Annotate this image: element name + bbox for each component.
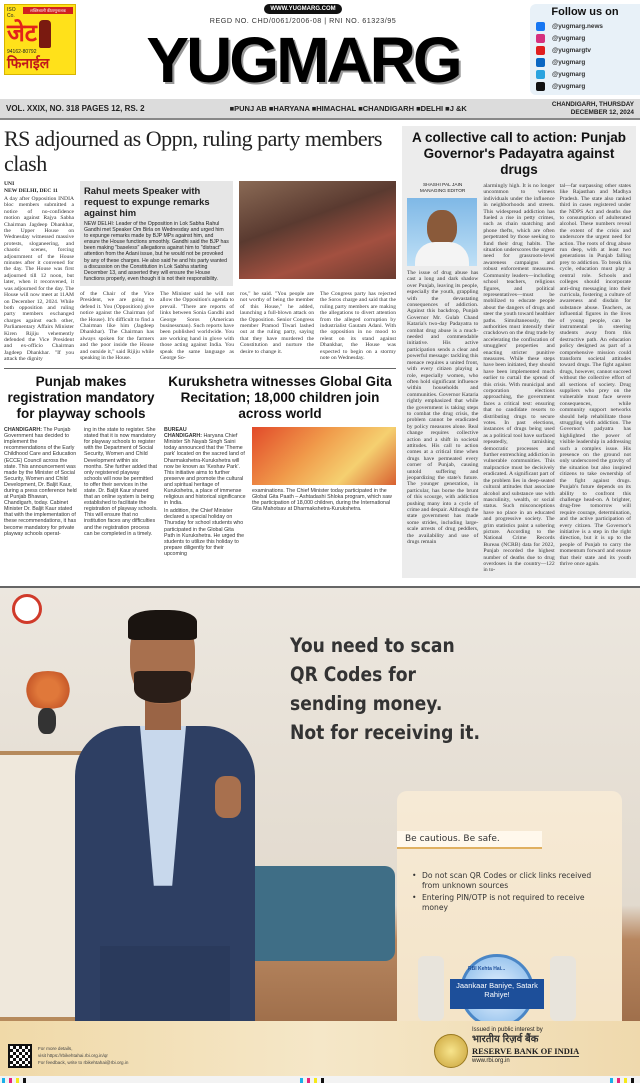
edition-strip [0,99,640,120]
social-handle: @yugmarg.news [552,23,603,30]
social-link[interactable] [536,82,634,91]
date: DECEMBER 12, 2024 [570,108,634,116]
color-swatch [321,1078,324,1083]
color-swatch [624,1078,627,1083]
editorial-box [402,126,636,578]
social-link[interactable] [536,46,634,55]
social-handle: @yugmarg [552,59,586,66]
rbi-hindi: भारतीय रिज़र्व बैंक [472,1033,539,1045]
bottle-image [39,20,51,48]
social-link[interactable] [536,58,634,67]
ad-product: फिनाईल [7,55,50,71]
follow-title: Follow us on [551,6,619,18]
visit-link[interactable]: visit https://rbikehtahai.rbi.org.in/qr [38,1052,108,1058]
website-link[interactable]: WWW.YUGMARG.COM [264,4,341,14]
flowers-image [18,671,78,709]
social-link[interactable] [536,22,634,31]
jet-phenyl-ad [4,4,76,75]
rbi-url[interactable]: www.rbi.org.in [472,1057,510,1064]
ad-headline-line: You need to scan [290,633,455,657]
author-role: MANAGING EDITOR [419,189,466,194]
ad-contact [38,1045,128,1066]
rbi-english: RESERVE BANK OF INDIA [472,1045,580,1056]
beard [134,671,191,703]
gita-column-2: In addition, the Chief Minister declared a special holiday on Thursday for school students who participated in the Global Gita Path in Kurukshetra. He urged the students to utilize this holiday to prepare diligently for their upcoming [164,508,245,557]
dateline: NEW DELHI, DEC 11 [4,187,58,194]
ad-iso-label: ISO Co. [7,7,16,19]
color-swatch [16,1078,19,1083]
color-swatch [9,1078,12,1083]
ad-headline-line: sending money. [290,691,443,715]
registration-number: REGD NO. CHD/0061/2006-08 | RNI NO. 61323/95 [209,16,397,25]
article-text: Haryana Chief Minister Sh Nayab Singh Saini today announced that the 'Theme park' located on the sacred land of Dharmakshetra-Kurukshetra will now be known as 'Keshav Park'. This initiative aims to further preserve and promote the cultural and spiritual heritage of Kurukshetra, a place of immense religious and historical significance in India. [164,433,246,507]
ad-headline [290,631,480,747]
author-byline [407,183,478,195]
caution-bullet: • Entering PIN/OTP is not required to receive money [410,893,610,913]
punjab-headline[interactable]: Punjab makes registration mandatory for playway schools [7,374,155,422]
color-swatch [307,1078,310,1083]
masthead-block [84,4,522,96]
lead-column-1 [4,181,74,363]
author-photo [407,198,477,266]
rbi-advertisement-area [0,586,640,1083]
author-name: SHASHI PAL JAIN [422,183,463,188]
caution-title: Be cautious. Be safe. [397,831,542,849]
rajya-sabha-photo [239,181,396,279]
social-link[interactable] [536,70,634,79]
color-swatch [610,1078,613,1083]
editorial-column-1: The issue of drug abuse has cast a long and dark shadow over Punjab, leaving its people, especially the youth, grappling with the devastating consequences of addiction. Against this backdrop, Punjab Governor Mr. Gulab Chand Kataria's two-day Padayatra to combat drug abuse is a much-needed and commendable initiative. His active participation sends a clear and powerful message: tackling this menace requires a united front, with every citizen playing a role, especially women, who often hold significant influence within households and communities. Governor Kataria rightly emphasized that while the government is taking steps to combat the drug crisis, the problem cannot be eradicated by policy measures alone. Real change requires collective action and a shift in societal attitudes. His call to action comes at a critical time when drugs have permeated every corner of Punjab, causing untold suffering and jeopardizing the state's future. The younger generation, in particular, has borne the brunt of this scourge, with addiction pushing many into a cycle of crime and despair. Although the state government has made some strides, including large-scale arrests of drug peddlers, the availability and use of drugs remain [407,270,479,546]
youtube-icon [536,46,545,55]
dateline: CHANDIGARH: [164,433,202,440]
instagram-icon [536,34,545,43]
feedback-link[interactable]: For feedback, write to rbikehtahai@rbi.org.in [38,1059,129,1065]
rahul-sidebar [80,181,233,286]
color-swatch [23,1078,26,1083]
ad-brand: जेट [7,20,37,47]
lead-column-4: ros," he said. "You people are not worthy of being the member of this House," he added, launching a full-blown attack on the Opposition. Senior Congress member Pramod Tiwari lashed out at the ruling party, saying that they have murdered the Constitution and nurture the desire to change it. [240,290,314,355]
agency: UNI [4,181,15,187]
ad-phone: 94162-80792 [7,49,37,55]
vase-image [38,708,56,734]
bookshelf-image [0,751,85,1021]
editorial-column-3: tal—far surpassing other states like Rajasthan and Madhya Pradesh. The state also ranked third in cases registered under the NDPS Act and deaths due to consumption of adulterated alcohol. These numbers reveal the extent of the crisis and underscore the urgent need for action. The roots of drug abuse run deep, with at least two generations in Punjab falling prey to addiction. To break this cycle, education must play a central role. Schools and colleges should incorporate anti-drug messaging into their curricula, fostering a culture of awareness and disdain for substance abuse. Teachers, as influential figures in the lives of young people, can be instrumental in steering students away from this destructive path. An education policy designed as part of a comprehensive mission could transform societal attitudes toward drugs. The fight against drugs, however, cannot succeed without the collective effort of all sections of society. Drug suppliers who prey on the vulnerable must face severe consequences, while community support networks should help rehabilitate those struggling with addiction. The Governor's padyatra has highlighted the power of visible leadership in addressing such a complex issue. His presence on the ground not only underscored the gravity of the situation but also inspired citizens to take ownership of the fight against drugs. Punjab's future depends on its ability to confront this challenge head-on. A brighter, drug-free tomorrow will require courage, determination, and the active participation of every citizen. The Governor's initiative is a step in the right direction, but it is up to the people of Punjab to carry the momentum forward and ensure that their state and its youth thrive once again. [559,183,631,567]
rbi-seal-icon [434,1034,468,1068]
ad-headline-line: Not for receiving it. [290,720,480,744]
volume-info: VOL. XXIX, NO. 318 PAGES 12, RS. 2 [6,103,145,113]
color-swatch [631,1078,634,1083]
facebook-icon [536,22,545,31]
lead-column-2: of the Chair of the Vice President, we are going to defend it. You (Opposition) give notice against the Chairman (of the House). It's difficult to find a Chairman like him (Jagdeep Dhankhar). The Chairman has always spoken for the farmers and the poor inside the House and outside it," said Rijiju while speaking in the House. [80,290,154,361]
article-text: ing in the state to register. She stated that it is now mandatory for playway schools to register with the Department of Social Security, Women and Child Development within six months. She further added that only registered playway schools will now be permitted to offer their services in the state. Dr. Baljit Kaur shared that an online system is being established to facilitate the registration of playway schools. This will ensure that no institution faces any difficulties and the registration process can be completed in a timely. [84,427,158,537]
color-swatch [617,1078,620,1083]
punjab-article [4,374,158,537]
social-handle: @yugmargtv [552,47,591,54]
gita-column-1 [164,427,246,506]
rbi-issuer [472,1026,579,1065]
ad-tagline: शक्तिशाली कीटाणुनाशक [23,7,73,14]
social-handle: @yugmarg [552,71,586,78]
print-registration-bar [0,1076,640,1083]
newspaper-mascot-right [550,956,576,1021]
telegram-icon [536,70,545,79]
bureau: BUREAU [164,427,187,434]
article-text: The Punjab Government has decided to implement the recommendations of the Early Childhood Care and Education (ECCE) Council across the state. This announcement was made by the Minister of Social Security, Women and Child Development, Dr. Baljit Kaur, during a press conference held at Punjab Bhawan, Chandigarh, today. Cabinet Minister Dr. Baljit Kaur stated that with the implementation of these recommendations, it has become mandatory for private playway schools operat- [4,427,77,537]
x-icon [536,82,545,91]
follow-us-panel [530,4,640,95]
dateline: CHANDIGARH: [4,427,42,434]
trousers [100,946,230,1026]
mascot-logo [12,594,42,624]
editorial-headline[interactable]: A collective call to action: Punjab Governor's Padayatra against drugs [411,130,627,177]
social-handle: @yugmarg [552,83,586,90]
social-handle: @yugmarg [552,35,586,42]
thumbs-up-hand [215,776,241,818]
qr-code-icon[interactable] [8,1044,32,1068]
lead-headline[interactable]: RS adjourned as Oppn, ruling party members clash [4,126,382,176]
social-link[interactable] [536,34,634,43]
more-details-text: For more details, [38,1045,73,1051]
gita-column-3: examinations. The Chief Minister today participated in the Global Gita Paath – Ashtadashi Shloka program, which saw the participation of 18,000 children, during the International Gita Mahotsav at Dharmakshetra-Kurukshetra. [252,488,392,513]
gita-event-photo [252,427,396,485]
masthead-logo: YUGMARG [146,24,460,96]
lead-column-3: The Minister said he will not allow the Opposition's agenda to prevail. "There are reports of links between Sonia Gandhi and George Soros (American businessman). Such reports have been published worldwide. You are working hand in glove with those acting against India. You speak the same language as George So- [160,290,234,361]
divider [4,368,396,370]
issued-text: Issued in public interest by [472,1026,543,1033]
linkedin-icon [536,58,545,67]
article-text: A day after Opposition INDIA bloc members submitted a notice of no-confidence motion against Rajya Sabha Chairman Jagdeep Dhankhar, the Upper House on Wednesday witnessed massive protests, sloganeering, and chaotic scenes, forcing adjournment of the House minutes after it convened for the day. The House was first adjourned till 12 noon, but later, when it reconvened, it was adjourned for the day. The House will now meet at 11AM on December 12, 2024. While both opposition and ruling party members exchanged charges against each other, Parliamentary Affairs Minister Kiren Rijiju vehemently defended the Vice President and ex-officio Chairman Jagdeep Dhankhar. "If you attack the dignity [4,196,74,363]
editorial-column-2: alarmingly high. It is no longer uncommon to witness individuals under the influence in neighborhoods and streets. This widespread addiction has fueled a rise in petty crimes, such as chain snatching and phone thefts, which are often perpetrated by those seeking to fund their drug habits. The situation underscores the urgent need for grassroots-level awareness campaigns and robust enforcement measures. Community leaders—including school teachers, religious figures, and political representatives—must be mobilized to educate people about the dangers of drugs and steer the youth toward healthier paths. Simultaneously, the authorities must intensify their crackdown on the drug trade by accelerating the confiscation of smugglers' properties and enacting stricter punitive measures. While these steps have been initiated, they should have been implemented much earlier to curtail the spread of this crisis. With municipal and corporation elections approaching, the government faces a critical test: ensuring that no candidate resorts to distributing drugs to secure votes. In past elections, instances of drugs being used as a political tool have surfaced repeatedly, tarnishing democratic processes and further entrenching addiction in vulnerable communities. This malpractice must be decisively eradicated. A significant part of the problem lies in deep-seated cultural attitudes that associate alcohol and substance use with masculinity, wealth, or social status. Such misconceptions have no place in an educated and progressive society. The grim statistics paint a sobering picture. According to the National Crime Records Bureau (NCRB) data for 2022, Punjab recorded the highest number of deaths due to drug overdoses in the country—122 in to- [483,183,555,574]
color-swatch [314,1078,317,1083]
ad-headline-line: QR Codes for [290,662,416,686]
hair [128,610,197,640]
news-section [0,120,640,582]
place: CHANDIGARH, THURSDAY [551,101,634,108]
gita-article [164,374,396,557]
sidebar-headline[interactable]: Rahul meets Speaker with request to expunge remarks against him [84,185,210,218]
newspaper-mascot-left [418,956,444,1021]
page-header [0,0,640,99]
color-swatch [300,1078,303,1083]
badge-ribbon: Jaankaar Baniye, Satark Rahiye! [450,979,544,1009]
badge-top-text: RBI Kehta Hai... [468,965,506,972]
color-swatch [2,1078,5,1083]
gita-headline[interactable]: Kurukshetra witnesses Global Gita Recitation; 18,000 children join across world [168,374,392,422]
lead-column-5: The Congress party has rejected the Soros charge and said that the ruling party members are making the allegations to divert attention from the alleged corruption by industrialist Gautam Adani. With the opposition in no mood to relent on its stand against Dhankhar, the House was expected to begin on a stormy note on Wednesday. [320,290,396,361]
sidebar-text: NEW DELHI: Leader of the Opposition in Lok Sabha Rahul Gandhi met Speaker Om Birla on Wednesday and urged him to expunge remarks made by BJP MPs against him, and ensure the House functions smoothly. Gandhi said the BJP has been making "baseless" allegations against him to "distract" attention from the Adani issue, but he would not be provoked by any of these charges. He also said he and his party wanted a discussion on the Constitution in Lok Sabha starting December 13, and asserted they will ensure the House functions properly, even though it is not their responsibility. [84,221,229,282]
caution-bullet: • Do not scan QR Codes or click links received from unknown sources [410,871,610,891]
left-news-area [4,126,396,557]
edition-date [552,101,634,116]
edition-regions: ■PUNJ AB ■HARYANA ■HIMACHAL ■CHANDIGARH ■DELHI ■J &K [229,103,467,113]
